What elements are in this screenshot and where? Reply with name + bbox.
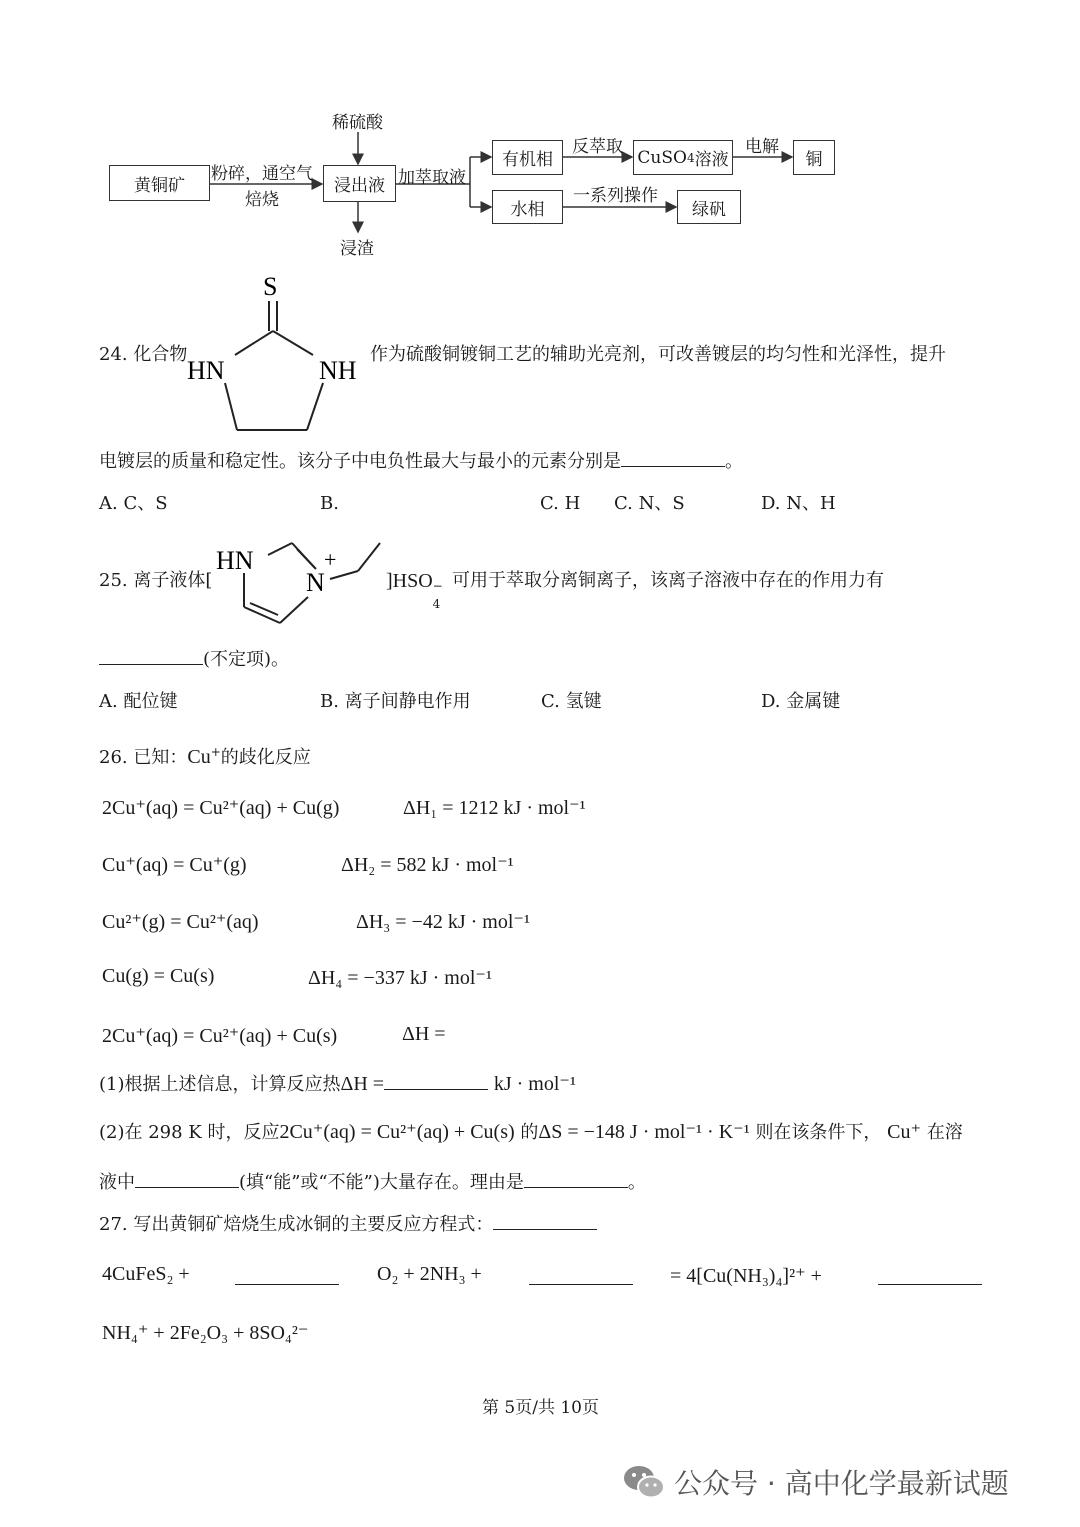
q26-dh5: ΔH =	[402, 1023, 446, 1045]
q25-prefix: 25. 离子液体[	[99, 570, 213, 591]
q27-coef-blank-2[interactable]	[529, 1284, 633, 1285]
leachate-box: 浸出液	[323, 165, 396, 202]
q24-option-c2[interactable]: C. N、S	[614, 493, 685, 514]
q25-option-a[interactable]: A. 配位键	[99, 691, 178, 712]
copper-box: 铜	[793, 140, 835, 175]
q26-part2-line1: (2)在 298 K 时，反应2Cu⁺(aq) = Cu²⁺(aq) + Cu(s) 的ΔS = −148 J · mol⁻¹ · K⁻¹ 则在该条件下， Cu⁺ 在溶	[99, 1121, 963, 1143]
q27-term2: O₂ + 2NH₃ +	[377, 1263, 482, 1285]
page-footer: 第 5页/共 10页	[482, 1398, 599, 1418]
struct-plus-label: +	[324, 547, 337, 572]
q24-prefix: 24. 化合物	[99, 344, 188, 365]
q25-option-c[interactable]: C. 氢键	[541, 691, 602, 712]
q24-option-c1[interactable]: C. H	[540, 493, 581, 514]
q26-eq5: 2Cu⁺(aq) = Cu²⁺(aq) + Cu(s)	[102, 1025, 338, 1047]
back-extract-label: 反萃取	[572, 137, 623, 157]
imidazolidinethione-structure	[185, 265, 375, 440]
struct-hn-label: HN	[216, 546, 254, 575]
watermark-text: 公众号 · 高中化学最新试题	[674, 1467, 1009, 1500]
q24-answer-blank[interactable]	[621, 466, 725, 467]
q26-dh1: ΔH₁ = 1212 kJ · mol⁻¹	[403, 797, 586, 819]
struct-n-label: N	[306, 568, 325, 597]
q26-reason-blank[interactable]	[524, 1187, 628, 1188]
acid-label: 稀硫酸	[332, 113, 383, 133]
q26-can-blank[interactable]	[135, 1187, 239, 1188]
electrolysis-label: 电解	[745, 137, 779, 157]
wechat-icon	[622, 1463, 666, 1501]
step1-top-label: 粉碎，通空气	[211, 164, 313, 184]
q27-coef-blank-3[interactable]	[878, 1284, 982, 1285]
q27-term4: NH₄⁺ + 2Fe₂O₃ + 8SO₄²⁻	[102, 1322, 309, 1344]
q27-coef-blank-1[interactable]	[235, 1284, 339, 1285]
q25-option-b[interactable]: B. 离子间静电作用	[320, 691, 471, 712]
q26-part2-line2: 液中 (填“能”或“不能”)大量存在。理由是 。	[99, 1172, 646, 1193]
q27-term1: 4CuFeS₂ +	[102, 1263, 190, 1285]
q26-eq3: Cu²⁺(g) = Cu²⁺(aq)	[102, 911, 259, 933]
q27-text: 27. 写出黄铜矿焙烧生成冰铜的主要反应方程式：	[99, 1214, 597, 1236]
q25-text-line2: (不定项)。	[99, 649, 289, 671]
q24-text-line2: 电镀层的质量和稳定性。该分子中电负性最大与最小的元素分别是 。	[99, 451, 743, 472]
q26-part1: (1)根据上述信息，计算反应热ΔH = kJ · mol⁻¹	[99, 1073, 576, 1095]
q24-option-b[interactable]: B.	[320, 493, 339, 514]
extract-label: 加萃取液	[398, 168, 466, 188]
struct-nh-label: NH	[319, 356, 357, 385]
ops-label: 一系列操作	[573, 186, 658, 206]
vitriol-box: 绿矾	[677, 190, 741, 224]
q25-hso4: ]HSO − 4	[386, 570, 443, 611]
imidazolium-structure	[212, 535, 392, 630]
q25-text-line1: 可用于萃取分离铜离子，该离子溶液中存在的作用力有	[452, 570, 884, 591]
step1-bottom-label: 焙烧	[245, 190, 279, 210]
q27-answer-blank[interactable]	[493, 1229, 597, 1230]
q26-intro: 26. 已知：Cu+的歧化反应	[99, 745, 311, 768]
q26-eq2: Cu⁺(aq) = Cu⁺(g)	[102, 854, 247, 876]
q24-option-a[interactable]: A. C、S	[99, 493, 168, 514]
organic-box: 有机相	[492, 140, 563, 175]
watermark	[622, 1462, 1009, 1502]
q25-option-d[interactable]: D. 金属键	[761, 691, 841, 712]
q27-term3: = 4[Cu(NH₃)₄]²⁺ +	[670, 1265, 822, 1287]
q24-option-d[interactable]: D. N、H	[761, 493, 836, 514]
aqueous-box: 水相	[492, 190, 563, 224]
q26-eq4: Cu(g) = Cu(s)	[102, 965, 215, 987]
cuso4-box: CuSO 4 溶液	[633, 140, 733, 175]
struct-hn-label: HN	[187, 356, 225, 385]
q26-eq1: 2Cu⁺(aq) = Cu²⁺(aq) + Cu(g)	[102, 797, 340, 819]
q24-text-line1: 作为硫酸铜镀铜工艺的辅助光亮剂，可改善镀层的均匀性和光泽性，提升	[370, 344, 946, 365]
q26-dh-blank[interactable]	[384, 1089, 488, 1090]
residue-label: 浸渣	[340, 239, 374, 259]
q26-dh2: ΔH₂ = 582 kJ · mol⁻¹	[341, 854, 514, 876]
q26-dh4: ΔH₄ = −337 kJ · mol⁻¹	[308, 967, 492, 989]
ore-box: 黄铜矿	[109, 165, 210, 201]
q25-answer-blank[interactable]	[99, 664, 203, 665]
q26-dh3: ΔH₃ = −42 kJ · mol⁻¹	[356, 911, 530, 933]
struct-s-label: S	[263, 272, 278, 301]
